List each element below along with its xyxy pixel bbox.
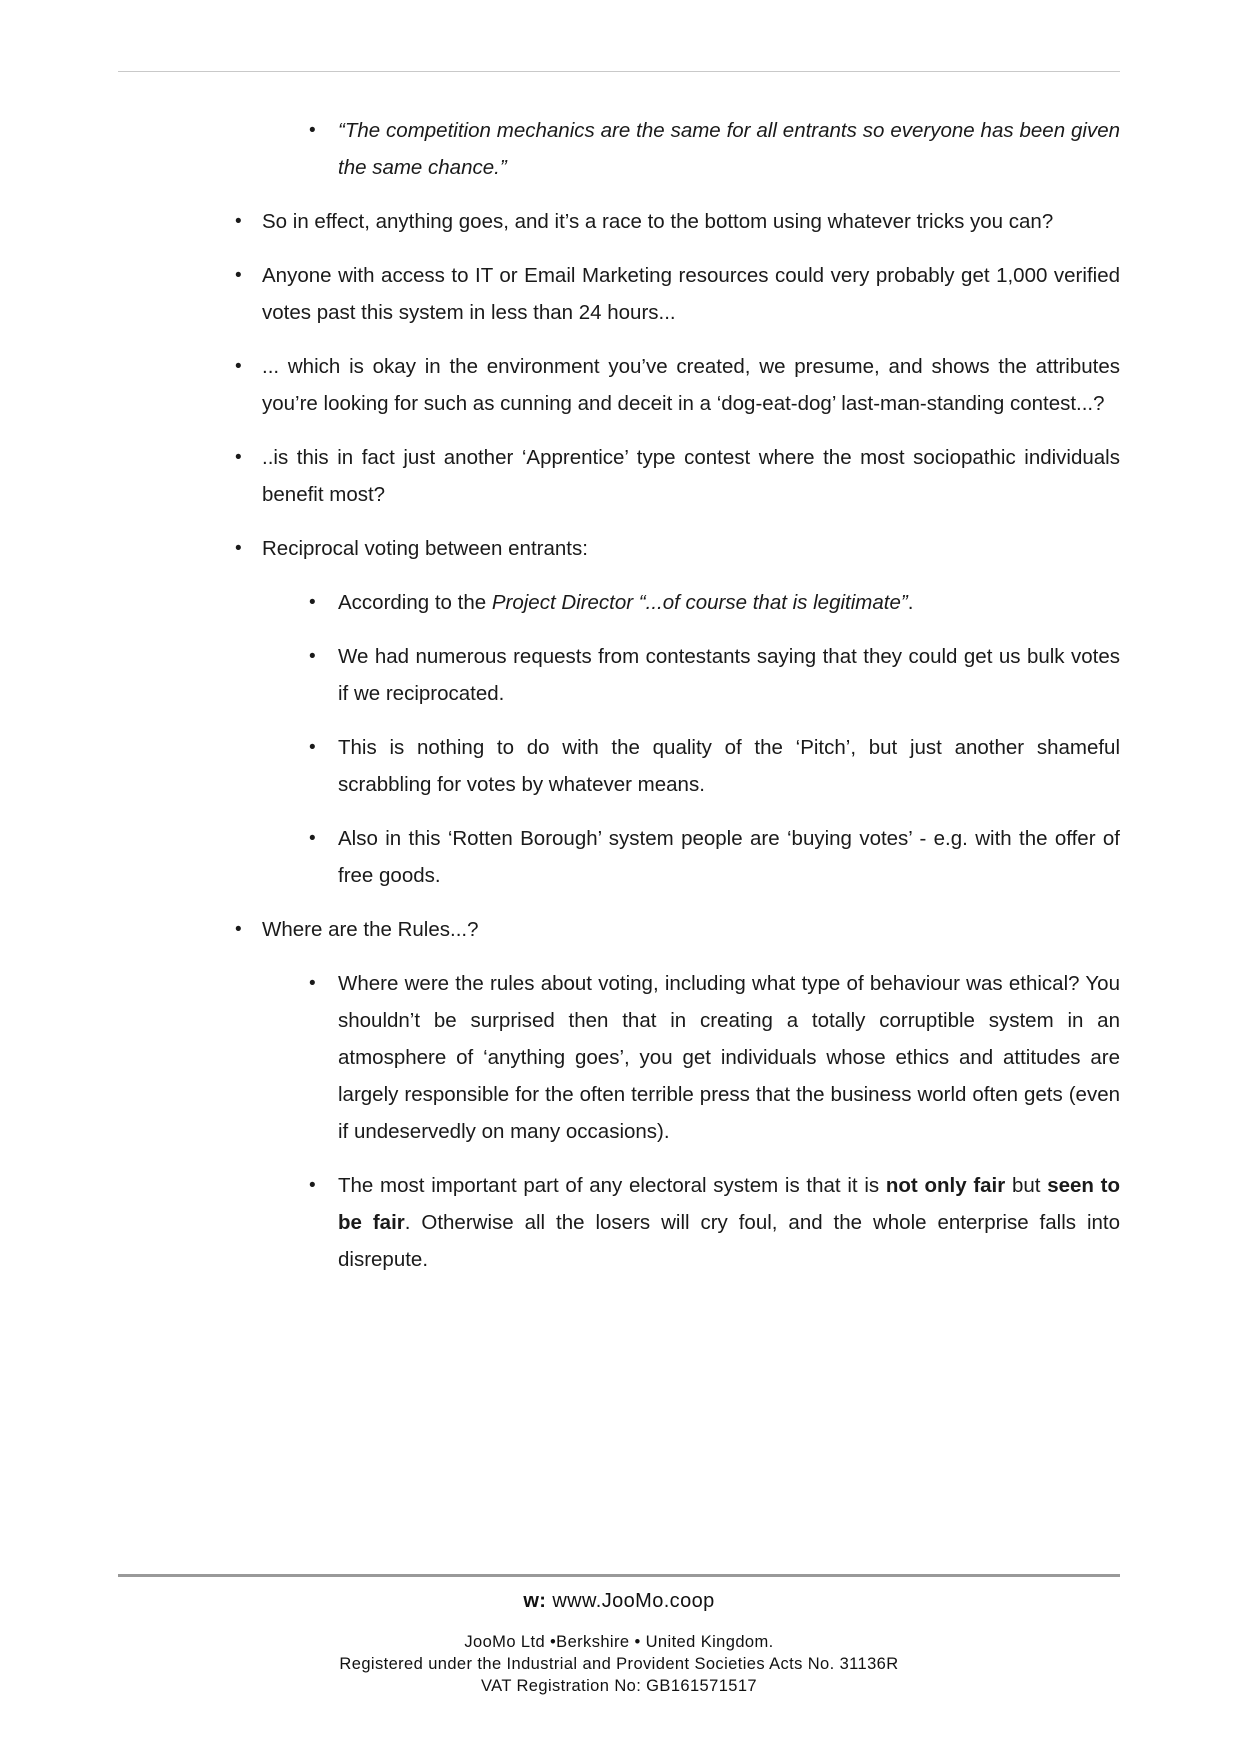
bullet-icon: • [235,265,242,286]
bullet-text: Reciprocal voting between entrants: [262,537,588,560]
bullet-item-rules-about-voting [118,965,1120,1150]
bullet-icon: • [309,646,316,667]
bullet-text-italic: Project Director “...of course that is legitimate” [491,591,908,614]
bullet-item-anyone-with-access [118,257,1120,331]
footer-website-url: www.JooMo.coop [546,1590,715,1612]
footer-company-info [118,1631,1120,1697]
bullet-text: . [907,591,914,614]
bullet-item-electoral-system-fair [118,1167,1120,1278]
bullet-text: Where were the rules about voting, including what type of behaviour was ethical? You shouldn’t be surprised then that in creating a totally corruptible system in an atmosphere of ‘anything goes’, you get individuals whose ethics and attitudes are largely responsible for the often terrible press that the business world often gets (even if undeservedly on many occasions). [338,972,1120,1143]
bullet-text: ..is this in fact just another ‘Apprentice’ type contest where the most sociopathic individuals benefit most? [262,446,1120,506]
bullet-item-where-are-rules [118,911,1120,948]
bullet-item-apprentice-contest [118,439,1120,513]
bullet-icon: • [309,973,316,994]
bullet-icon: • [235,447,242,468]
bullet-text: ... which is okay in the environment you’ve created, we presume, and shows the attributes you’re looking for such as cunning and deceit in a ‘dog-eat-dog’ last-man-standing contest...? [262,355,1120,415]
bullet-text: Where are the Rules...? [262,918,479,941]
bullet-text-bold: not only fair [885,1174,1006,1197]
bullet-text: According to the [338,591,492,614]
header-divider [118,71,1120,72]
bullet-icon: • [235,538,242,559]
bullet-item-which-is-okay [118,348,1120,422]
bullet-item-quality-of-pitch [118,729,1120,803]
bullet-item-reciprocal-voting [118,530,1120,567]
bullet-text-bold: seen to be fair [338,1174,1120,1234]
bullet-item-quote-competition-mechanics [118,112,1120,186]
bullet-text: but [1005,1174,1048,1197]
bullet-icon: • [309,1175,316,1196]
bullet-item-so-in-effect [118,203,1120,240]
bullet-text: Also in this ‘Rotten Borough’ system people are ‘buying votes’ - e.g. with the offer of free goods. [338,827,1120,887]
bullet-item-numerous-requests [118,638,1120,712]
bullet-icon: • [309,737,316,758]
bullet-item-according-to-director [118,584,1120,621]
bullet-text: This is nothing to do with the quality of the ‘Pitch’, but just another shameful scrabbling for votes by whatever means. [338,736,1120,796]
bullet-icon: • [235,211,242,232]
bullet-icon: • [309,828,316,849]
bullet-text: . Otherwise all the losers will cry foul, and the whole enterprise falls into disrepute. [338,1211,1120,1271]
bullet-icon: • [235,919,242,940]
footer-registration-line: Registered under the Industrial and Provident Societies Acts No. 31136R [339,1655,899,1673]
bullet-text: “The competition mechanics are the same for all entrants so everyone has been given the same chance.” [338,119,1120,179]
footer-vat-line: VAT Registration No: GB161571517 [480,1677,758,1695]
bullet-list [118,112,1120,1295]
page-footer [118,1574,1120,1697]
bullet-icon: • [235,356,242,377]
footer-company-line: JooMo Ltd •Berkshire • United Kingdom. [464,1633,774,1651]
bullet-text: We had numerous requests from contestants saying that they could get us bulk votes if we reciprocated. [338,645,1120,705]
bullet-icon: • [309,120,316,141]
bullet-text: So in effect, anything goes, and it’s a race to the bottom using whatever tricks you can? [262,210,1054,233]
bullet-icon: • [309,592,316,613]
bullet-text: The most important part of any electoral system is that it is [338,1174,886,1197]
bullet-item-rotten-borough [118,820,1120,894]
bullet-text: Anyone with access to IT or Email Marketing resources could very probably get 1,000 verified votes past this system in less than 24 hours... [262,264,1120,324]
footer-divider [118,1574,1120,1577]
footer-website [118,1589,1120,1613]
footer-website-label: w: [523,1590,547,1612]
